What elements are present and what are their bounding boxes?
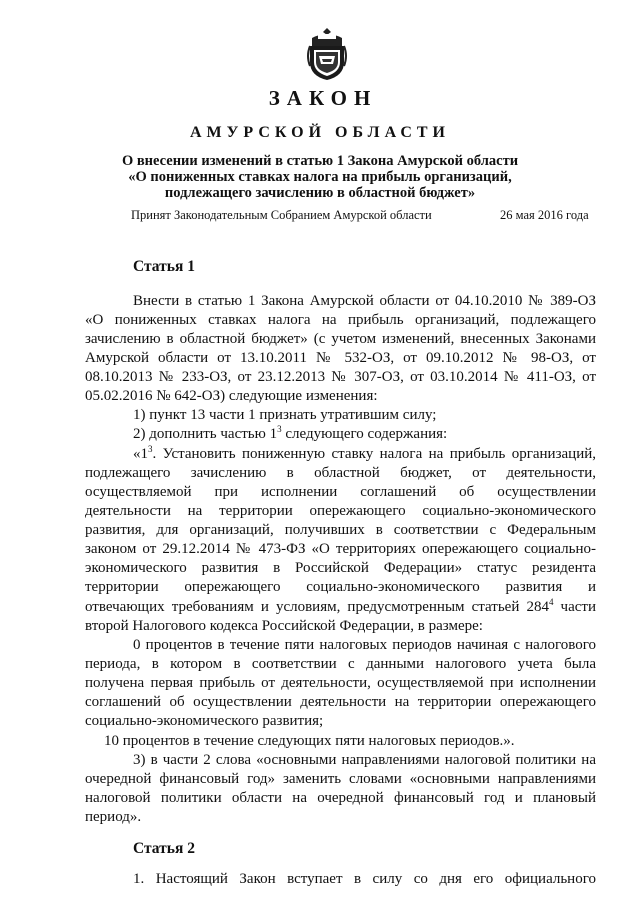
text-line: периода, в котором в соответствии с данными налогового учета была	[85, 656, 596, 672]
text-line: 0 процентов в течение пяти налоговых периодов начиная с налогового	[133, 637, 596, 653]
text-line: второй Налогового кодекса Российской Федерации, в размере:	[85, 618, 483, 634]
coat-of-arms-icon	[304, 26, 350, 82]
article-1-heading: Статья 1	[133, 258, 195, 275]
article-2-heading: Статья 2	[133, 840, 195, 857]
region-name: АМУРСКОЙ ОБЛАСТИ	[190, 124, 450, 141]
text-line: Внести в статью 1 Закона Амурской области от 04.10.2010 № 389-ОЗ	[133, 293, 596, 309]
adoption-note: Принят Законодательным Собранием Амурской области	[131, 208, 432, 222]
text-line: 1) пункт 13 части 1 признать утратившим силу;	[133, 407, 437, 423]
text-line: деятельности на территории опережающего социально-экономического	[85, 503, 596, 519]
text-line: очередной финансовый год» заменить словами «основными направлениями	[85, 771, 596, 787]
text-line: налоговой политики области на очередной финансовый год и плановый	[85, 790, 596, 806]
text-line: 08.10.2013 № 233-ОЗ, от 23.12.2013 № 307-ОЗ, от 03.10.2014 № 411-ОЗ, от	[85, 369, 596, 385]
subtitle-line: подлежащего зачислению в областной бюджет»	[164, 185, 476, 201]
subtitle-line: «О пониженных ставках налога на прибыль организаций,	[128, 169, 512, 185]
text-line: «О пониженных ставках налога на прибыль организаций, подлежащего	[85, 312, 596, 328]
text-line: территории опережающего социально-экономического развития и	[85, 579, 596, 595]
text-line: развития, для организаций, получивших в соответствии с Федеральным	[85, 522, 596, 538]
text-line: социально-экономического развития;	[85, 713, 324, 729]
text-line: «$1^3$. Установить пониженную ставку налога на прибыль организаций,	[133, 444, 596, 462]
text-line: отвечающих требованиям и условиям, предусмотренным статьей $284^4$ части	[85, 597, 596, 615]
text-line: зачислению в областной бюджет» (с учетом изменений, внесенных Законами	[85, 331, 596, 347]
document-title: ЗАКОН	[268, 86, 378, 110]
text-line: 2) дополнить частью $1^3$ следующего содержания:	[133, 424, 448, 442]
text-line: 1. Настоящий Закон вступает в силу со дня его официального	[133, 871, 596, 887]
subtitle-line: О внесении изменений в статью 1 Закона Амурской области	[121, 153, 519, 169]
text-line: 05.02.2016 № 642-ОЗ) следующие изменения:	[85, 388, 378, 404]
text-line: экономического развития в Российской Федерации» статус резидента	[85, 560, 596, 576]
text-line: 3) в части 2 слова «основными направлениями налоговой политики на	[133, 752, 596, 768]
text-line: период».	[85, 809, 142, 825]
text-line: подлежащего зачислению в областной бюджет, от деятельности,	[85, 465, 596, 481]
text-line: осуществляемой при исполнении соглашений об осуществлении	[85, 484, 596, 500]
text-line: Амурской области от 13.10.2011 № 532-ОЗ, от 09.10.2012 № 98-ОЗ, от	[85, 350, 596, 366]
text-line: получена первая прибыль от деятельности, осуществляемой при исполнении	[85, 675, 596, 691]
law-subtitle	[0, 153, 640, 201]
text-line: законом от 29.12.2014 № 473-ФЗ «О территориях опережающего социально-	[85, 541, 596, 557]
adoption-date: 26 мая 2016 года	[500, 208, 589, 222]
text-line: соглашений об осуществлении деятельности на территории опережающего	[85, 694, 596, 710]
text-line: 10 процентов в течение следующих пяти налоговых периодов.».	[104, 733, 515, 749]
